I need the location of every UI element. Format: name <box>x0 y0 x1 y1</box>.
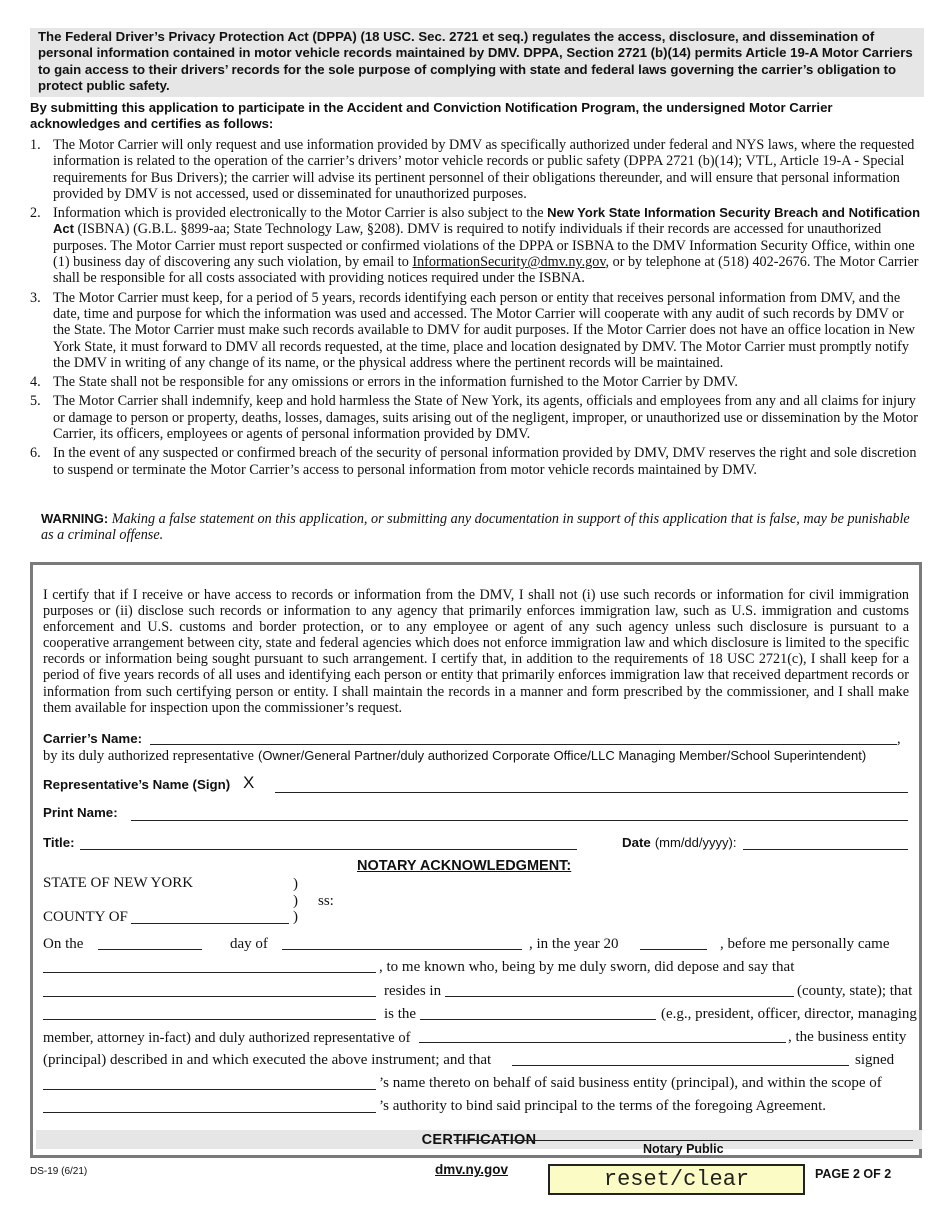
person-name-field[interactable] <box>43 972 376 973</box>
county-of-label: COUNTY OF <box>43 909 128 925</box>
county-field[interactable] <box>131 923 289 924</box>
principal-text: (principal) described in and which executed the above instrument; and that <box>43 1052 492 1068</box>
bracket-1: ) <box>293 876 298 892</box>
by-representative-text: by its duly authorized representative <box>43 748 254 764</box>
clause-6: 6. In the event of any suspected or confirmed breach of the security of personal information provided by DMV, DMV reserves the right and sole discretion to suspend or terminate the Motor Carrier’s access to personal information from motor vehicle records maintained by DMV. <box>30 445 917 478</box>
acknowledgement-text: By submitting this application to participate in the Accident and Conviction Notification Program, the undersigned Motor Carrier acknowledges and certifies as follows: <box>30 100 833 132</box>
county-state-text: (county, state); that <box>797 983 913 999</box>
year-field[interactable] <box>640 949 707 950</box>
state-of-new-york: STATE OF NEW YORK <box>43 875 194 891</box>
resident-name-field[interactable] <box>43 996 376 997</box>
warning-text: Making a false statement on this application, or submitting any documentation in support of this application that is false, may be punishable as a criminal offense. <box>41 511 910 544</box>
clause-text: (ISBNA) (G.B.L. §899-aa; State Technology Law, §208). DMV is required to notify individuals if their records are accessed for unauthorized purposes. The Motor Carrier must report suspected or confirmed violations of the DPPA or ISBNA to the DMV Information Security Office, within one (1) business day of discovering any such violation, by email to <box>53 221 915 271</box>
member-text: member, attorney in-fact) and duly authorized representative of <box>43 1030 411 1046</box>
clause-text: The Motor Carrier shall indemnify, keep and hold harmless the State of New York, its agents, officials and employees from any and all claims for injury or damage to person or property, deaths, losses, damages, suits arising out of the negligent, improper, or unauthorized use or dissemination by the Motor Carrier, its officers, employees or agents of personal information provided by DMV. <box>53 393 918 443</box>
before-me-text: , before me personally came <box>720 936 890 952</box>
notary-public-label: Notary Public <box>643 1142 724 1156</box>
day-field[interactable] <box>98 949 202 950</box>
security-email-link[interactable]: InformationSecurity@dmv.ny.gov <box>412 254 606 271</box>
clause-1: 1. The Motor Carrier will only request and use information provided by DMV as specifically authorized under federal and NYS laws, where the requested information is related to the operation of the carrier’s drivers’ motor vehicle records or public safety (DPPA 2721 (b)(14); VTL, Article 19-A - Special requirements for Bus Drivers); the carrier will advise its pertinent personnel of their obligations thereunder, and will ensure that personal information provided by DMV is not accessed, used or disseminated for unauthorized purposes. <box>30 137 915 202</box>
clause-text: , or by telephone at (518) 402-2676. The Motor Carrier shall be responsible for all costs associated with providing notices required under the ISBNA. <box>53 254 919 287</box>
dmv-website-link[interactable]: dmv.ny.gov <box>435 1162 509 1177</box>
title-label: Title: <box>43 835 75 850</box>
clause-3: 3. The Motor Carrier must keep, for a period of 5 years, records identifying each person or entity that receives personal information from DMV, and the date, time and purpose for which the information was used and accessed. The Motor Carrier will cooperate with any audit of such records by DMV or the State. The Motor Carrier must make such records available to DMV for audit purposes. If the Motor Carrier does not have an office location in New York State, it must forward to DMV all records requested, at the time, place and location designated by DMV. The Motor Carrier must promptly notify the DMV in writing of any change of its name, or the physical address where the pertinent records will be maintained. <box>30 289 916 371</box>
signature-x-mark: X <box>243 773 255 792</box>
example-positions-text: (e.g., president, officer, director, managing <box>661 1006 917 1022</box>
clause-text: The Motor Carrier will only request and use information provided by DMV as specifically authorized under federal and NYS laws, where the requested information is related to the operation of the carrier’s drivers’ motor vehicle records or public safety (DPPA 2721 (b)(14); VTL, Article 19-A - Special requirements for Bus Drivers); the carrier will advise its pertinent personnel of their obligations thereunder, and will ensure that personal information provided by DMV is not accessed, used or disseminated for unauthorized purposes. <box>53 137 915 202</box>
date-label: Date <box>622 835 651 850</box>
position-field[interactable] <box>420 1019 656 1020</box>
print-name-label: Print Name: <box>43 805 118 820</box>
certification-text: I certify that if I receive or have access to records or information from the DMV, I shall not (i) use such records or information for civil immigration purposes or (ii) disclose such records or information to any agency that primarily enforces immigration law, such as U.S. immigration and customs enforcement and U.S. customs and border protection, or to any employee or agent of any such agency unless such disclosure is pursuant to a cooperative arrangement between city, state and federal agencies which does not enforce immigration law and which disclosure is limited to the specific records or information being sought pursuant to such arrangement. I certify that, in addition to the requirements of 18 USC 2721(c), I shall keep for a period of five years records of all uses and identifying each person or entity that primarily enforces immigration law that received department records or information from such certifying person or entity. I shall maintain the records in a manner and form prescribed by the commissioner, and I shall make them available for inspection upon the commissioner’s request. <box>43 587 909 716</box>
carrier-name-label: Carrier’s Name: <box>43 731 143 746</box>
clause-text: Information which is provided electronically to the Motor Carrier is also subject to the <box>53 205 548 222</box>
month-field[interactable] <box>282 949 522 950</box>
warning-label: WARNING: <box>41 511 109 526</box>
bracket-3: ) <box>293 909 298 925</box>
title-field[interactable] <box>80 849 577 850</box>
residence-field[interactable] <box>445 996 794 997</box>
authority-text: ’s authority to bind said principal to the terms of the foregoing Agreement. <box>379 1098 826 1114</box>
date-format-hint: (mm/dd/yyyy): <box>654 835 737 850</box>
known-text: , to me known who, being by me duly sworn, did depose and say that <box>379 959 795 975</box>
in-year-text: , in the year 20 <box>529 936 619 952</box>
business-entity-field[interactable] <box>419 1042 786 1043</box>
reset-clear-button[interactable]: reset/clear <box>548 1164 805 1195</box>
signer-name-field-3[interactable] <box>43 1112 376 1113</box>
representative-sign-label: Representative’s Name (Sign) <box>43 777 231 792</box>
warning-note <box>41 511 921 544</box>
ss-label: ss: <box>318 893 334 909</box>
date-label-group <box>622 834 736 852</box>
carrier-comma: , <box>897 731 901 747</box>
notary-signature-field[interactable] <box>454 1140 913 1141</box>
clause-2: 2. Information which is provided electronically to the Motor Carrier is also subject to the New York State Information Security Breach and Notification Act (ISBNA) (G.B.L. §899-aa; State Technology Law, §208). DMV is required to notify individuals if their records are accessed for unauthorized purposes. The Motor Carrier must report suspected or confirmed violations of the DPPA or ISBNA to the DMV Information Security Office, within one (1) business day of discovering any such violation, by email to InformationSecurity@dmv.ny.gov, or by telephone at (518) 402-2676. The Motor Carrier shall be responsible for all costs associated with providing notices required under the ISBNA. <box>30 205 921 287</box>
clause-text: The State shall not be responsible for any omissions or errors in the information furnished to the Motor Carrier by DMV. <box>53 374 738 391</box>
isbna-title: New York State Information Security Breach and Notification Act <box>53 205 921 237</box>
clause-4: 4. The State shall not be responsible for any omissions or errors in the information furnished to the Motor Carrier by DMV. <box>30 374 738 391</box>
signer-name-field-2[interactable] <box>43 1089 376 1090</box>
representative-types: (Owner/General Partner/duly authorized Corporate Office/LLC Managing Member/School Superintendent) <box>258 748 867 763</box>
signed-text: signed <box>855 1052 895 1068</box>
on-the-text: On the <box>43 936 84 952</box>
clause-text: In the event of any suspected or confirmed breach of the security of personal information provided by DMV, DMV reserves the right and sole discretion to suspend or terminate the Motor Carrier’s access to personal information from motor vehicle records maintained by DMV. <box>53 445 917 478</box>
print-name-field[interactable] <box>131 820 908 821</box>
dppa-intro-text: The Federal Driver’s Privacy Protection Act (DPPA) (18 USC. Sec. 2721 et seq.) regulates the access, disclosure, and dissemination of personal information contained in motor vehicle records maintained by DMV. DPPA, Section 2721 (b)(14) permits Article 19-A Motor Carriers to gain access to their drivers’ records for the sole purpose of complying with state and federal laws governing the carrier’s obligation to protect public safety. <box>38 29 913 93</box>
representative-signature-field[interactable] <box>275 792 908 793</box>
certification-heading: CERTIFICATION <box>36 1130 922 1149</box>
intro-box <box>30 28 924 97</box>
is-the-text: is the <box>384 1006 417 1022</box>
day-of-text: day of <box>230 936 268 952</box>
by-representative-line <box>43 747 866 765</box>
notary-heading: NOTARY ACKNOWLEDGMENT: <box>357 858 572 874</box>
date-field[interactable] <box>743 849 908 850</box>
carrier-name-field[interactable] <box>150 744 897 745</box>
bracket-2: ) <box>293 893 298 909</box>
form-id: DS-19 (6/21) <box>30 1166 88 1177</box>
clause-text: The Motor Carrier must keep, for a period of 5 years, records identifying each person or entity that receives personal information from DMV, and the date, time and purpose for which the information was used and accessed. The Motor Carrier will cooperate with any audit of such records by DMV or the State. The Motor Carrier must make such records available to DMV for audit purposes. If the Motor Carrier does not have an office location in New York State, it must forward to DMV all records requested, at the time, place and location designated by DMV. The Motor Carrier must promptly notify the DMV in writing of any change of its name, or the physical address where the pertinent records will be maintained. <box>53 289 916 371</box>
officer-name-field[interactable] <box>43 1019 376 1020</box>
business-entity-text: , the business entity <box>788 1029 907 1045</box>
clause-5: 5. The Motor Carrier shall indemnify, keep and hold harmless the State of New York, its agents, officials and employees from any and all claims for injury or damage to person or property, deaths, losses, damages, suits arising out of the negligent, improper, or unauthorized use or dissemination by the Motor Carrier, its officers, employees or agents of personal information provided by DMV. <box>30 393 918 443</box>
signer-name-field[interactable] <box>512 1065 849 1066</box>
name-thereto-text: ’s name thereto on behalf of said business entity (principal), and within the scope of <box>379 1075 882 1091</box>
page-number: PAGE 2 OF 2 <box>815 1167 892 1181</box>
resides-in-text: resides in <box>384 983 442 999</box>
clause-list <box>30 137 924 481</box>
